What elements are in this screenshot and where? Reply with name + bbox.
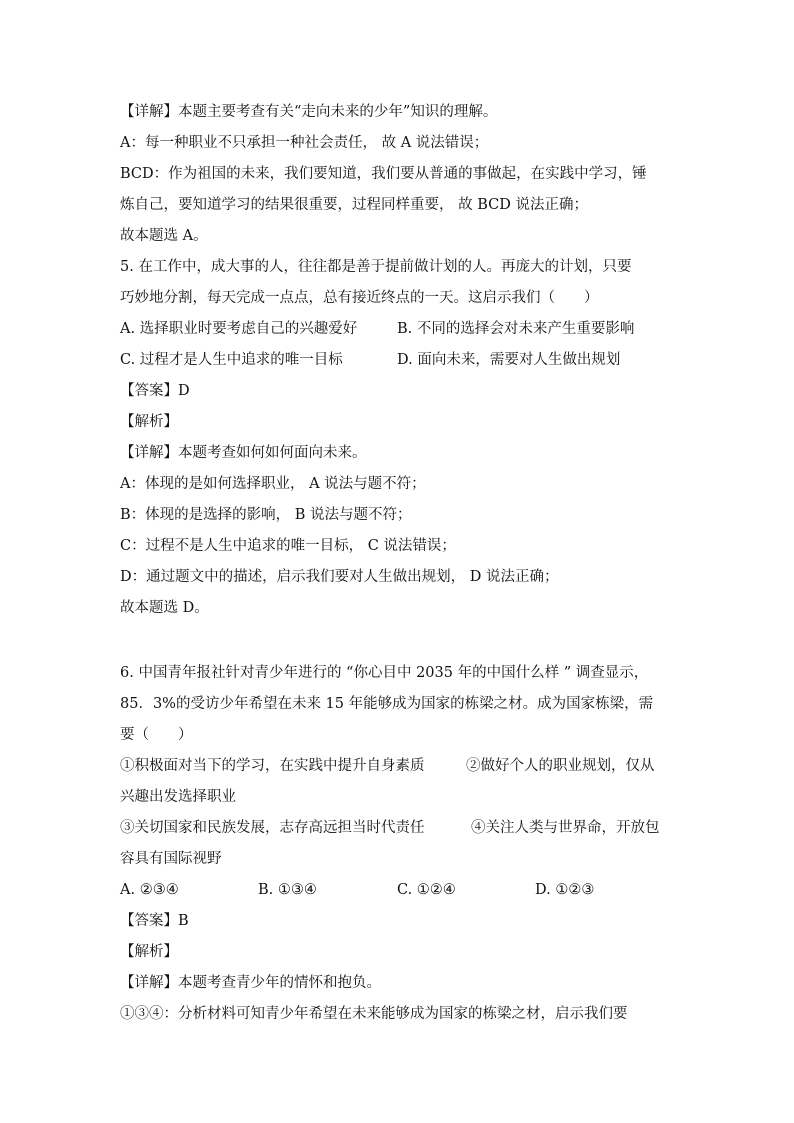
q5-detail: 【详解】本题考查如何如何面向未来。 (120, 445, 367, 461)
q6-stem-line2: 85．3%的受访少年希望在未来 15 年能够成为国家的栋梁之材。成为国家栋梁，需 (120, 696, 654, 712)
q5-option-b: B. 不同的选择会对未来产生重要影响 (397, 321, 635, 337)
q5-stem-line2: 巧妙地分割，每天完成一点点，总有接近终点的一天。这启示我们（ ） (120, 290, 599, 306)
q6-analysis-text: ①③④：分析材料可知青少年希望在未来能够成为国家的栋梁之材，启示我们要 (120, 1006, 628, 1022)
q6-item-1: ①积极面对当下的学习，在实践中提升自身素质 (120, 758, 425, 774)
q6-option-c: C. ①②④ (397, 882, 456, 898)
q5-option-c-explanation: C：过程不是人生中追求的唯一目标， C 说法错误； (120, 538, 456, 554)
q5-option-c: C. 过程才是人生中追求的唯一目标 (120, 352, 343, 368)
q4-bcd-explanation-line2: 炼自己，要知道学习的结果很重要，过程同样重要， 故 BCD 说法正确； (120, 197, 588, 213)
q5-option-d-explanation: D：通过题文中的描述，启示我们要对人生做出规划， D 说法正确； (120, 569, 559, 585)
q6-answer: 【答案】B (120, 913, 189, 929)
q5-conclusion: 故本题选 D。 (120, 600, 209, 616)
q6-detail: 【详解】本题考查青少年的情怀和抱负。 (120, 975, 381, 991)
q6-analysis-heading: 【解析】 (120, 944, 178, 960)
q6-item-2-continued: 兴趣出发选择职业 (120, 789, 236, 805)
q5-answer: 【答案】D (120, 383, 190, 399)
q5-option-a-explanation: A：体现的是如何选择职业， A 说法与题不符； (120, 476, 426, 492)
q6-option-b: B. ①③④ (258, 882, 317, 898)
q6-item-3: ③关切国家和民族发展，志存高远担当时代责任 (120, 820, 425, 836)
q6-item-2: ②做好个人的职业规划，仅从 (466, 758, 655, 774)
q5-stem-line1: 5. 在工作中，成大事的人，往往都是善于提前做计划的人。再庞大的计划，只要 (120, 259, 632, 275)
q4-option-a-explanation: A：每一种职业不只承担一种社会责任， 故 A 说法错误； (120, 135, 489, 151)
q5-option-d: D. 面向未来，需要对人生做出规划 (397, 352, 621, 368)
q6-option-d: D. ①②③ (535, 882, 595, 898)
q4-bcd-explanation-line1: BCD：作为祖国的未来，我们要知道，我们要从普通的事做起，在实践中学习，锤 (120, 166, 647, 182)
q5-option-b-explanation: B：体现的是选择的影响， B 说法与题不符； (120, 507, 412, 523)
q6-item-4-continued: 容具有国际视野 (120, 851, 222, 867)
q5-analysis-heading: 【解析】 (120, 414, 178, 430)
q6-stem-line3: 要（ ） (120, 727, 193, 743)
q6-item-4: ④关注人类与世界命，开放包 (471, 820, 660, 836)
q4-conclusion: 故本题选 A。 (120, 228, 208, 244)
q6-option-a: A. ②③④ (120, 882, 179, 898)
q5-option-a: A. 选择职业时要考虑自己的兴趣爱好 (120, 321, 358, 337)
q4-detail: 【详解】本题主要考查有关“走向未来的少年”知识的理解。 (120, 104, 498, 120)
q6-stem-line1: 6. 中国青年报社针对青少年进行的 “你心目中 2035 年的中国什么样 ” 调查显示， (120, 665, 649, 681)
